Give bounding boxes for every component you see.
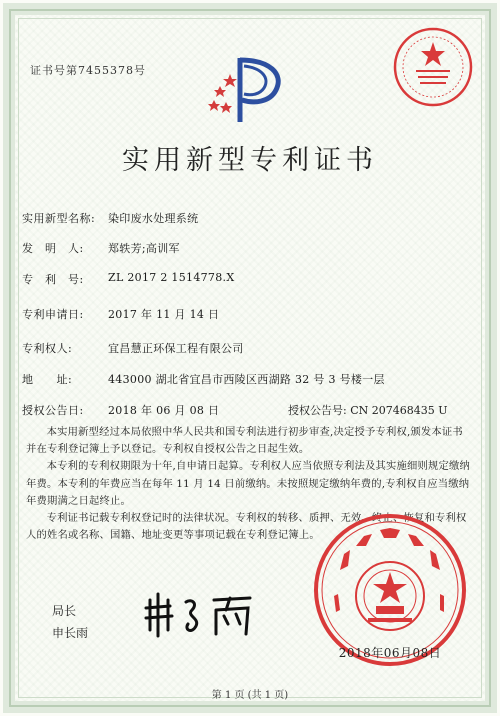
field-grant-no-label: 授权公告号:: [288, 404, 347, 417]
field-patent-no: [22, 271, 234, 287]
field-address-label: 地 址:: [22, 373, 73, 386]
page-number: 第 1 页 (共 1 页): [211, 690, 289, 701]
body-paragraph: 本实用新型经过本局依照中华人民共和国专利法进行初步审查,决定授予专利权,颁发本证书并在专利登记簿上予以登记。专利权自授权公告之日起生效。: [26, 426, 463, 456]
signatory-name: 申长雨: [52, 626, 89, 640]
field-holder-label: 专利权人:: [22, 342, 73, 355]
certificate-title: 实用新型专利证书: [122, 145, 378, 176]
field-name-label: 实用新型名称:: [22, 212, 96, 225]
signatory-title: 局长: [52, 604, 77, 618]
field-inventor: [22, 240, 180, 256]
field-holder-value: 宜昌慧正环保工程有限公司: [108, 342, 244, 355]
field-address-value: 443000 湖北省宜昌市西陵区西湖路 32 号 3 号楼一层: [108, 373, 385, 386]
field-grant-date-label: 授权公告日:: [22, 404, 84, 417]
handwritten-signature-icon: [140, 590, 260, 640]
field-address: [22, 371, 385, 387]
field-patent-no-label: 专 利 号:: [22, 273, 84, 286]
body-paragraph: 本专利的专利权期限为十年,自申请日起算。专利权人应当依照专利法及其实施细则规定缴纳年费。本专利的年费应当在每年 11 月 14 日前缴纳。未按照规定缴纳年费的,专利权自应当缴纳年费期满之日起终止。: [26, 460, 470, 507]
field-name-value: 染印废水处理系统: [108, 212, 199, 225]
field-grant-date: [22, 402, 219, 418]
field-grant-no-value: CN 207468435 U: [350, 404, 448, 417]
body-paragraph: 专利证书记载专利权登记时的法律状况。专利权的转移、质押、无效、终止、恢复和专利权人的姓名或名称、国籍、地址变更等事项记载在专利登记簿上。: [26, 512, 467, 542]
field-grant-no: [288, 402, 448, 418]
field-inventor-label: 发 明 人:: [22, 242, 84, 255]
patent-office-logo-icon: [200, 52, 292, 128]
field-holder: [22, 340, 244, 356]
field-inventor-value: 郑轶芳;高训军: [108, 242, 180, 255]
field-name: [22, 210, 198, 226]
field-filing-date: [22, 306, 219, 322]
field-grant-date-value: 2018 年 06 月 08 日: [108, 404, 220, 417]
seal-date: 2018年06月08日: [338, 646, 442, 660]
certificate-number: 证书号第7455378号: [30, 64, 146, 77]
field-filing-date-label: 专利申请日:: [22, 308, 84, 321]
field-filing-date-value: 2017 年 11 月 14 日: [108, 308, 220, 321]
field-patent-no-value: ZL 2017 2 1514778.X: [108, 271, 235, 284]
issuing-seal-icon: [388, 22, 478, 112]
